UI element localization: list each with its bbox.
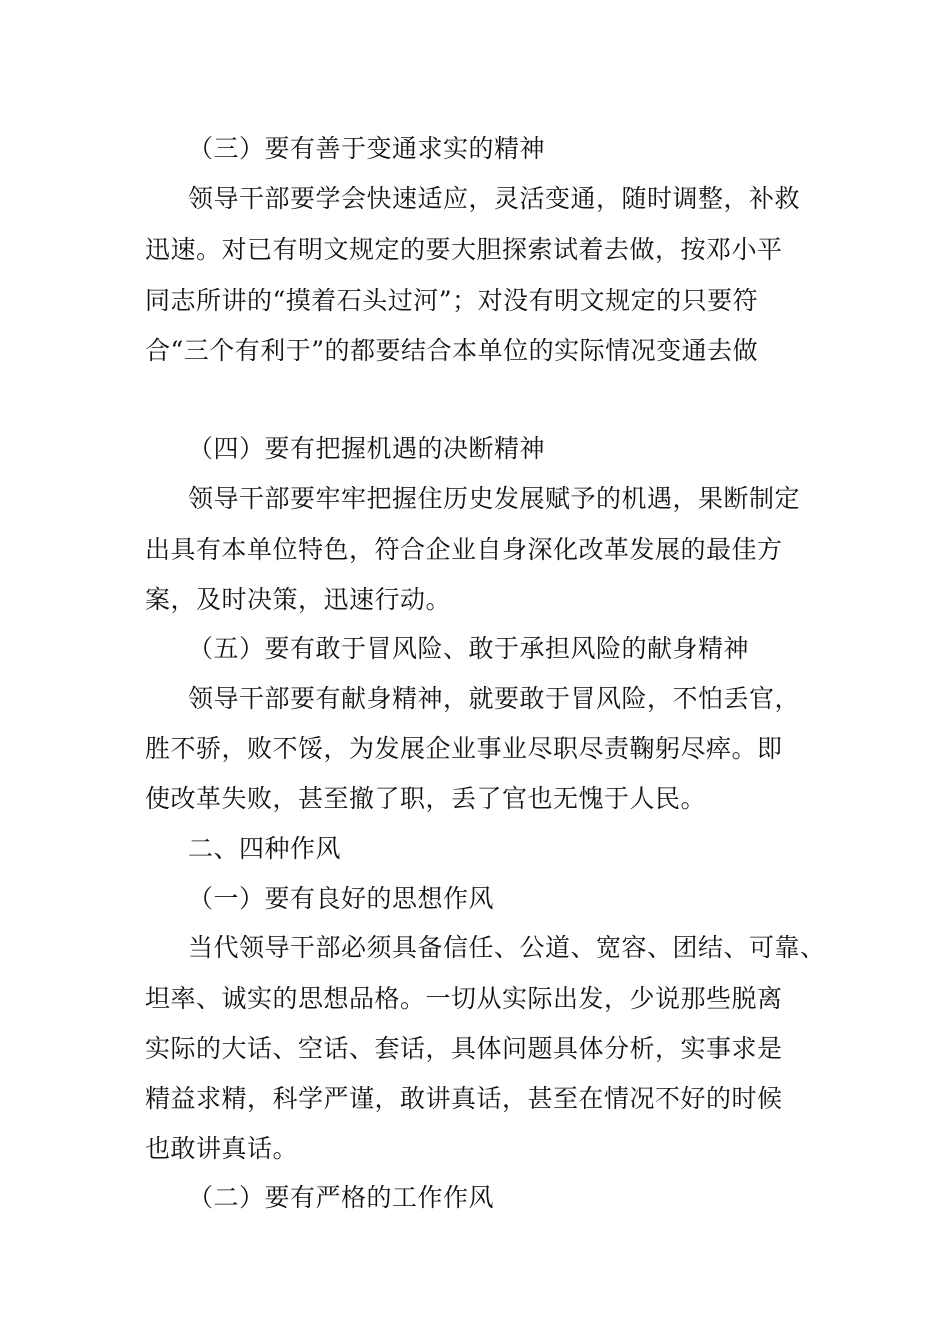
section-heading-4: （四）要有把握机遇的决断精神 xyxy=(188,434,546,463)
section-heading-1: （一）要有良好的思想作风 xyxy=(188,884,495,913)
section-heading-5: （五）要有敢于冒风险、敢于承担风险的献身精神 xyxy=(188,634,750,663)
paragraph-line: 精益求精，科学严谨，敢讲真话，甚至在情况不好的时候 xyxy=(145,1084,783,1113)
paragraph-line: 迅速。对已有明文规定的要大胆探索试着去做，按邓小平 xyxy=(145,235,783,264)
paragraph-line: 领导干部要有献身精神，就要敢于冒风险，不怕丢官， xyxy=(188,684,801,713)
paragraph-line: 当代领导干部必须具备信任、公道、宽容、团结、可靠、 xyxy=(188,933,826,962)
paragraph-line: 出具有本单位特色，符合企业自身深化改革发展的最佳方 xyxy=(145,535,783,564)
paragraph-line: 使改革失败，甚至撤了职，丢了官也无愧于人民。 xyxy=(145,784,707,813)
paragraph-line: 也敢讲真话。 xyxy=(145,1134,299,1163)
paragraph-line: 坦率、诚实的思想品格。一切从实际出发，少说那些脱离 xyxy=(145,984,783,1013)
paragraph-line: 合“三个有利于”的都要结合本单位的实际情况变通去做 xyxy=(145,336,759,365)
section-heading-2: （二）要有严格的工作作风 xyxy=(188,1183,495,1212)
chapter-heading: 二、四种作风 xyxy=(188,834,342,863)
paragraph-line: 胜不骄，败不馁，为发展企业事业尽职尽责鞠躬尽瘁。即 xyxy=(145,734,783,763)
paragraph-line: 案，及时决策，迅速行动。 xyxy=(145,585,452,614)
paragraph-line: 领导干部要牢牢把握住历史发展赋予的机遇，果断制定 xyxy=(188,484,801,513)
section-heading-3: （三）要有善于变通求实的精神 xyxy=(188,134,546,163)
paragraph-line: 实际的大话、空话、套话，具体问题具体分析，实事求是 xyxy=(145,1034,783,1063)
paragraph-line: 同志所讲的“摸着石头过河”；对没有明文规定的只要符 xyxy=(145,286,759,315)
paragraph-line: 领导干部要学会快速适应，灵活变通，随时调整，补救 xyxy=(188,184,801,213)
